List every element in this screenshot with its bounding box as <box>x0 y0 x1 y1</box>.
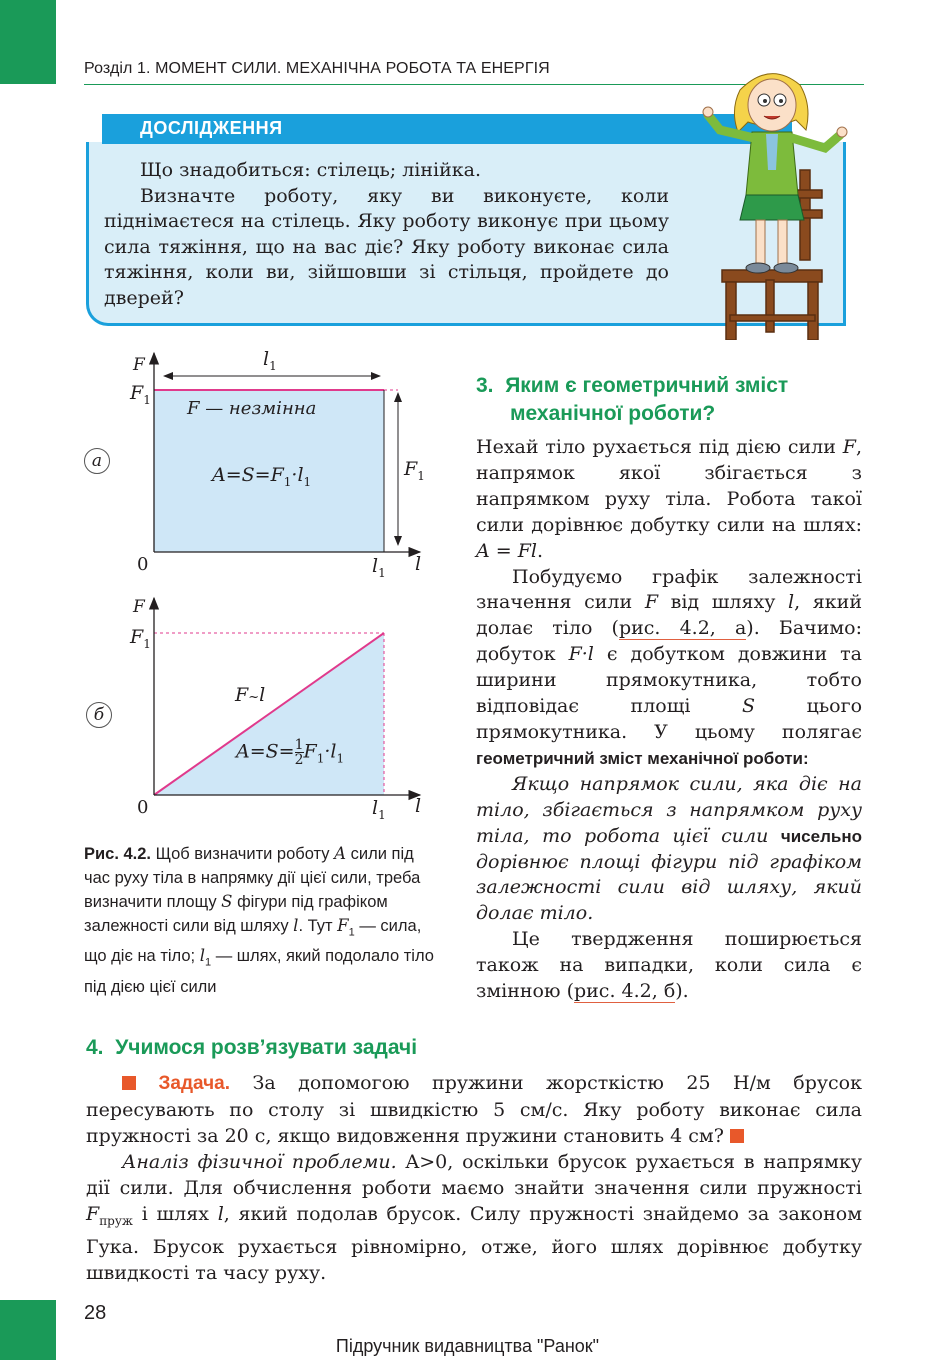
graph-b-formula: A=S= $\frac{1}{2}$ $F_1\cdot l_1$ <box>236 737 345 768</box>
section-4-body <box>86 1070 862 1286</box>
graph-a-l1-label: $l_1$ <box>372 555 386 580</box>
graph-a-F-axis-label: F <box>133 355 145 375</box>
research-paragraph: Визначте роботу, яку ви виконуєте, коли піднімаєтеся на стілець. Яку роботу виконує при цьому сила тяжіння, що на вас діє? Яку роботу виконає сила тяжіння, коли ви, зійшовши зі стільця, пройдете до дверей? <box>104 184 669 309</box>
figure-ref-a[interactable]: рис. 4.2, а <box>618 617 747 640</box>
graph-a-F1-label: $F_1$ <box>130 382 151 407</box>
graph-b-l-axis-label: l <box>415 795 422 817</box>
figure-ref-b[interactable]: рис. 4.2, б <box>573 980 676 1003</box>
graph-a-origin: 0 <box>137 554 149 575</box>
graph-b-origin: 0 <box>137 797 149 818</box>
section-4-heading: 4. Учимося розв’язувати задачі <box>86 1036 418 1059</box>
figure-label-a: а <box>84 448 110 474</box>
graph-b-l1-label: $l_1$ <box>372 797 386 822</box>
graph-a-l-axis-label: l <box>415 553 422 575</box>
section-3-paragraph-2: Побудуємо графік залежності значення сили F від шляху l, який долає тіло (рис. 4.2, а). Бачимо: добуток F·l є добутком довжини та ширини прямокутника, тобто відповідає площі S цього прямокутника. У цьому полягає геометричний зміст механічної роботи: <box>476 565 863 768</box>
section-3-paragraph-1: Нехай тіло рухається під дією сили F, напрямок якої збігається з напрямком руху тіла. Робота такої сили дорівнює добутку сили на шлях: A = Fl. <box>476 436 862 562</box>
task-end-marker-icon <box>730 1129 744 1143</box>
graph-a-formula: $A=S=F_1\cdot l_1$ <box>212 464 312 489</box>
section-3-paragraph-3: Якщо напрямок сили, яка діє на тіло, збігається з напрямком руху тіла, то робота цієї сили чисельно дорівнює площі фігури під графіком залежності сили від шляху, який долає тіло. <box>476 772 862 925</box>
analysis-paragraph: Аналіз фізичної проблеми. A>0, оскільки брусок рухається в напрямку дії сили. Для обчислення роботи маємо знайти значення сили пружності $F_{пруж}$ і шлях l, який подолав брусок. Силу пружності знайдемо за законом Гука. Брусок рухається рівномірно, отже, його шлях дорівнює добутку швидкості та часу руху. <box>86 1151 862 1284</box>
graph-a-l1-top-label: $l_1$ <box>263 348 277 373</box>
section-3-paragraph-4: Це твердження поширюється також на випадки, коли сила є змінною (рис. 4.2, б). <box>476 928 862 1003</box>
section-3-body <box>476 435 862 1005</box>
girl-on-chair-illustration <box>700 60 870 340</box>
section-3-heading: 3. Яким є геометричний зміст механічної роботи? <box>476 374 789 425</box>
running-header: Розділ 1. МОМЕНТ СИЛИ. МЕХАНІЧНА РОБОТА ТА ЕНЕРГІЯ <box>84 60 550 77</box>
research-title: ДОСЛІДЖЕННЯ <box>140 118 283 138</box>
figure-label-b: б <box>86 702 112 728</box>
publisher-footer: Підручник видавництва "Ранок" <box>335 1336 600 1356</box>
research-line1: Що знадобиться: стілець; лінійка. <box>140 159 482 181</box>
task-paragraph: Задача. За допомогою пружини жорсткістю 25 Н/м брусок пересувають по столу зі швидкістю 5 см/с. Яку роботу виконає сила пружності за 20 с, якщо видовження пружини становить 4 см? <box>86 1072 862 1147</box>
green-side-tab-top <box>0 0 56 84</box>
task-marker-icon <box>122 1076 136 1090</box>
graph-b-F-axis-label: F <box>133 597 145 617</box>
research-body <box>104 158 669 311</box>
graph-b <box>80 590 460 820</box>
page-number: 28 <box>84 1302 107 1324</box>
graph-b-proportional-text: F~l <box>235 684 266 706</box>
graph-a-const-text: F — незмінна <box>187 398 317 419</box>
graph-b-F1-label: $F_1$ <box>130 626 151 651</box>
figure-caption: Рис. 4.2. Щоб визначити роботу A сили під час руху тіла в напрямку дії цієї сили, треба визначити площу S фігури під графіком залежності сили від шляху l. Тут $F_1$ — сила, що діє на тіло; $l_1$ — шлях, який подолало тіло під дією цієї сили <box>84 844 434 996</box>
graph-a-F1-height-label: $F_1$ <box>404 458 425 483</box>
